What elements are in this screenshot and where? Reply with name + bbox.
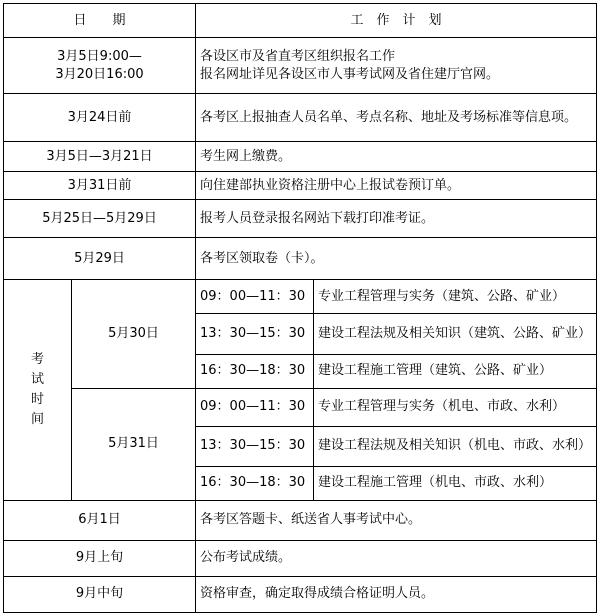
exam-time-label — [4, 280, 72, 500]
session-subject: 建设工程法规及相关知识（机电、市政、水利） — [314, 426, 597, 466]
date-cell: 3月24日前 — [4, 94, 196, 142]
date-cell: 6月1日 — [4, 500, 196, 540]
header-row — [4, 4, 597, 38]
exam-label-char: 时 — [30, 392, 44, 408]
exam-day-date: 5月31日 — [72, 388, 196, 500]
plan-cell: 各考区上报抽查人员名单、考点名称、地址及考场标准等信息项。 — [196, 94, 597, 142]
plan-cell: 各考区答题卡、纸送省人事考试中心。 — [196, 500, 597, 540]
date-cell: 3月5日9:00— 3月20日16:00 — [4, 38, 196, 94]
date-cell: 5月29日 — [4, 238, 196, 280]
exam-label-char: 间 — [30, 412, 44, 428]
date-cell: 5月25日—5月29日 — [4, 200, 196, 238]
date-cell: 3月5日—3月21日 — [4, 142, 196, 172]
date-column-header: 日 期 — [4, 4, 196, 38]
session-subject: 建设工程施工管理（建筑、公路、矿业） — [314, 354, 597, 388]
plan-column-header: 工 作 计 划 — [196, 4, 597, 38]
table-row — [4, 238, 597, 280]
date-cell: 9月中旬 — [4, 576, 196, 612]
table-row — [4, 172, 597, 200]
exam-label-char: 试 — [30, 372, 44, 388]
session-subject: 专业工程管理与实务（建筑、公路、矿业） — [314, 280, 597, 314]
table-row — [4, 540, 597, 576]
plan-cell: 报考人员登录报名网站下载打印准考证。 — [196, 200, 597, 238]
exam-session-row — [4, 280, 597, 314]
table-row — [4, 200, 597, 238]
schedule-table — [3, 3, 597, 613]
table-row — [4, 500, 597, 540]
table-row — [4, 576, 597, 612]
exam-day-date: 5月30日 — [72, 280, 196, 388]
date-cell: 9月上旬 — [4, 540, 196, 576]
plan-cell: 向住建部执业资格注册中心上报试卷预订单。 — [196, 172, 597, 200]
session-subject: 建设工程法规及相关知识（建筑、公路、矿业） — [314, 314, 597, 354]
session-time: 13：30—15：30 — [196, 314, 314, 354]
session-subject: 专业工程管理与实务（机电、市政、水利） — [314, 388, 597, 426]
plan-cell: 各设区市及省直考区组织报名工作 报名网址详见各设区市人事考试网及省住建厅官网。 — [196, 38, 597, 94]
session-time: 16：30—18：30 — [196, 354, 314, 388]
session-time: 09：00—11：30 — [196, 388, 314, 426]
table-row — [4, 38, 597, 94]
table-row — [4, 94, 597, 142]
session-subject: 建设工程施工管理（机电、市政、水利） — [314, 466, 597, 500]
plan-cell: 公布考试成绩。 — [196, 540, 597, 576]
exam-session-row — [4, 388, 597, 426]
exam-label-char: 考 — [30, 352, 44, 368]
date-cell: 3月31日前 — [4, 172, 196, 200]
session-time: 13：30—15：30 — [196, 426, 314, 466]
session-time: 16：30—18：30 — [196, 466, 314, 500]
plan-cell: 资格审查，确定取得成绩合格证明人员。 — [196, 576, 597, 612]
session-time: 09：00—11：30 — [196, 280, 314, 314]
plan-cell: 考生网上缴费。 — [196, 142, 597, 172]
plan-cell: 各考区领取卷（卡）。 — [196, 238, 597, 280]
table-row — [4, 142, 597, 172]
